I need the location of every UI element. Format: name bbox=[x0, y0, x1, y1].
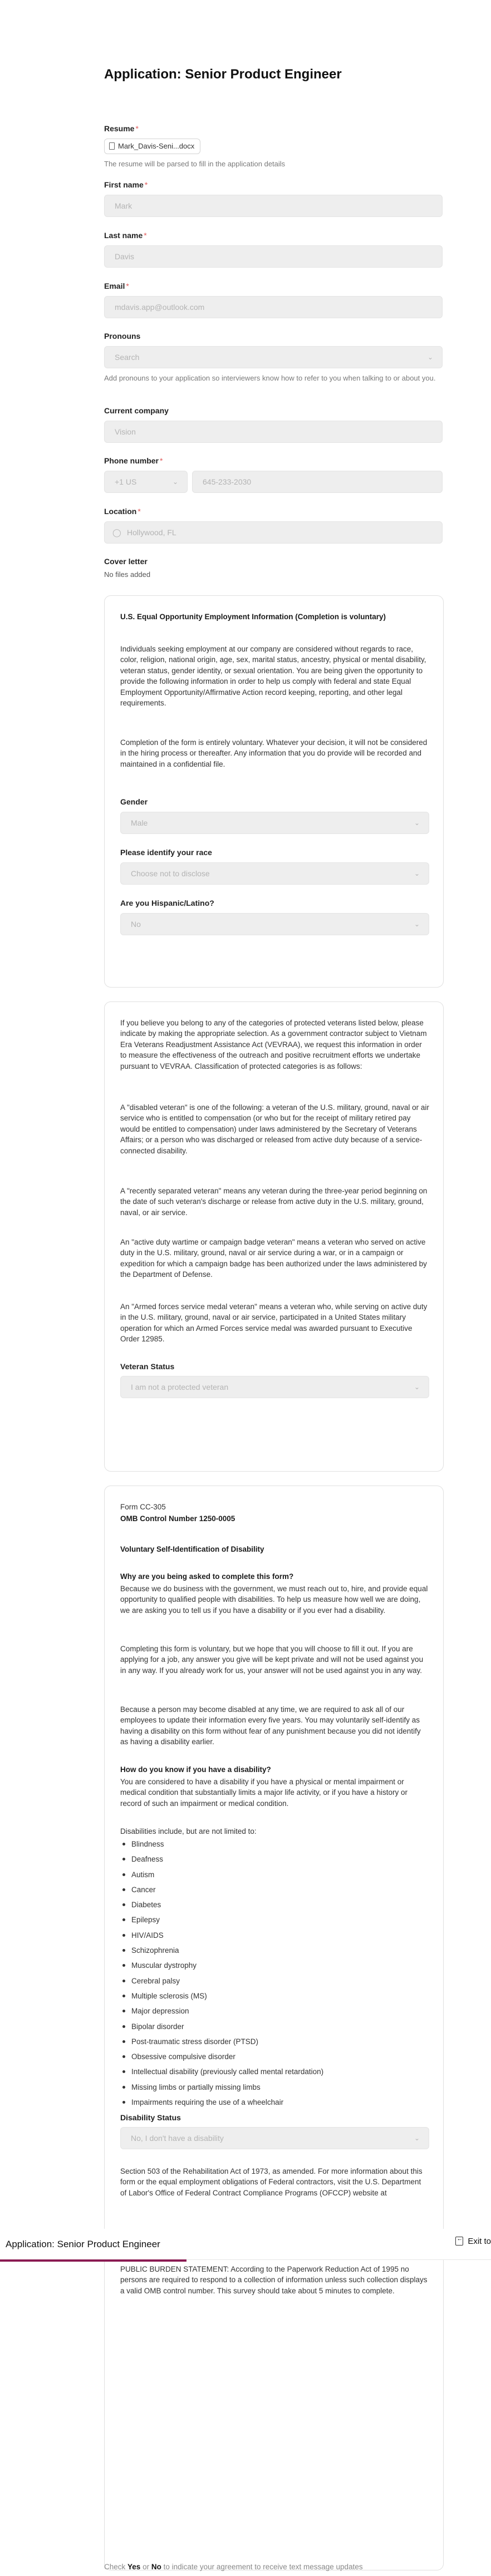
progress-bar bbox=[0, 2259, 186, 2262]
list-item: Blindness bbox=[120, 1837, 429, 1852]
header-title: Application: Senior Product Engineer bbox=[6, 2239, 160, 2249]
pronouns-label: Pronouns bbox=[104, 332, 141, 340]
phone-label: Phone number * bbox=[104, 456, 163, 465]
email-input[interactable]: mdavis.app@outlook.com bbox=[104, 296, 443, 318]
disability-card bbox=[104, 1486, 444, 2570]
race-select[interactable]: Choose not to disclose ⌄ bbox=[120, 862, 429, 885]
list-item: Multiple sclerosis (MS) bbox=[120, 1988, 429, 2003]
list-item: Missing limbs or partially missing limbs bbox=[120, 2080, 429, 2095]
chevron-down-icon: ⌄ bbox=[414, 870, 420, 877]
location-input[interactable]: ◯ Hollywood, FL bbox=[104, 521, 443, 544]
race-label: Please identify your race bbox=[120, 848, 212, 857]
pronouns-select[interactable]: Search ⌄ bbox=[104, 346, 443, 368]
location-label: Location * bbox=[104, 507, 141, 516]
resume-file-chip[interactable] bbox=[104, 139, 200, 154]
veteran-paragraph: An "Armed forces service medal veteran" means a veteran who, while serving on active duty in the U.S. military, ground, naval or air service, participated in a United States military operation for which an Armed Forces service medal was awarded pursuant to Executive Order 12985. bbox=[120, 1302, 428, 1344]
list-item: Schizophrenia bbox=[120, 1943, 429, 1958]
last-name-label: Last name * bbox=[104, 231, 147, 240]
veteran-status-label: Veteran Status bbox=[120, 1362, 175, 1371]
chevron-down-icon: ⌄ bbox=[414, 2134, 420, 2142]
sms-text: or bbox=[143, 2563, 150, 2571]
list-item: Post-traumatic stress disorder (PTSD) bbox=[120, 2034, 429, 2049]
form-number: Form CC-305 bbox=[120, 1503, 166, 1511]
disability-status-select[interactable]: No, I don't have a disability ⌄ bbox=[120, 2127, 429, 2149]
hispanic-select[interactable]: No ⌄ bbox=[120, 913, 429, 935]
cover-letter-status: No files added bbox=[104, 570, 151, 579]
veteran-paragraph: If you believe you belong to any of the categories of protected veterans listed below, please indicate by making the appropriate selection. As a government contractor subject to Vietnam Era Veterans Readjustment Assistance Act (VEVRAA), we request this information in order to measure the effectiveness of the outreach and positive recruitment efforts we undertake pursuant to VEVRAA. Classification of protected categories is as follows: bbox=[120, 1019, 427, 1070]
list-item: Autism bbox=[120, 1867, 429, 1882]
chevron-down-icon: ⌄ bbox=[414, 819, 420, 827]
exit-icon bbox=[455, 2237, 463, 2246]
eeo-paragraph: Individuals seeking employment at our company are considered without regards to race, color, religion, national origin, age, sex, marital status, ancestry, physical or mental disability, veteran status, gender identity, or sexual orientation. You are being given the opportunity to provide the following information in order to help us comply with federal and state Equal Employment Opportunity/Affirmative Action record keeping, reporting, and other legal requirements. bbox=[120, 645, 426, 708]
list-item: Bipolar disorder bbox=[120, 2019, 429, 2034]
veteran-paragraph: An "active duty wartime or campaign badge veteran" means a veteran who served on active duty in the U.S. military, ground, naval or air service during a war, or in a campaign or expedition for which a campaign badge has been authorized under the laws administered by the Department of Defense. bbox=[120, 1238, 427, 1279]
list-item: HIV/AIDS bbox=[120, 1928, 429, 1943]
email-label: Email * bbox=[104, 282, 129, 290]
hispanic-label: Are you Hispanic/Latino? bbox=[120, 899, 214, 907]
disability-paragraph: You are considered to have a disability if you have a physical or mental impairment or medical condition that substantially limits a major life activity, or if you have a history or record of such an impairment or medical condition. bbox=[120, 1778, 407, 1808]
veteran-paragraph: A "disabled veteran" is one of the following: a veteran of the U.S. military, ground, naval or air service who is entitled to compensation (or who but for the receipt of military retired pay would be entitled to compensation) under laws administered by the Secretary of Veterans Affairs; or a person who was discharged or released from active duty because of a service-connected disability. bbox=[120, 1103, 429, 1155]
sms-consent bbox=[104, 2563, 363, 2571]
veteran-status-select[interactable]: I am not a protected veteran ⌄ bbox=[120, 1376, 429, 1398]
sticky-header bbox=[0, 2229, 491, 2260]
sms-text: Check bbox=[104, 2563, 126, 2571]
cover-letter-label: Cover letter bbox=[104, 557, 148, 566]
list-item: Intellectual disability (previously called mental retardation) bbox=[120, 2064, 429, 2079]
public-burden-statement: PUBLIC BURDEN STATEMENT: According to the Paperwork Reduction Act of 1995 no persons are required to respond to a collection of information unless such collection displays a valid OMB control number. This survey should take about 5 minutes to complete. bbox=[120, 2265, 428, 2295]
disability-paragraph: Because we do business with the government, we must reach out to, hire, and provide equal opportunity to qualified people with disabilities. To help us measure how well we are doing, we are asking you to tell us if you have a disability or if you ever had a disability. bbox=[120, 1585, 428, 1615]
list-item: Impairments requiring the use of a wheelchair bbox=[120, 2095, 429, 2110]
chevron-down-icon: ⌄ bbox=[414, 920, 420, 928]
disability-title: Voluntary Self-Identification of Disability bbox=[120, 1545, 264, 1553]
disability-status-label: Disability Status bbox=[120, 2113, 181, 2122]
list-item: Epilepsy bbox=[120, 1912, 429, 1927]
current-company-label: Current company bbox=[104, 406, 169, 415]
list-item: Obsessive compulsive disorder bbox=[120, 2049, 429, 2064]
first-name-input[interactable]: Mark bbox=[104, 195, 443, 217]
how-heading: How do you know if you have a disability? bbox=[120, 1765, 271, 1774]
chevron-down-icon: ⌄ bbox=[414, 1383, 420, 1391]
search-icon: ◯ bbox=[112, 528, 121, 537]
disability-list bbox=[120, 1837, 429, 2110]
sms-text: to indicate your agreement to receive text message updates bbox=[163, 2563, 363, 2571]
chevron-down-icon: ⌄ bbox=[172, 478, 178, 486]
list-item: Major depression bbox=[120, 2003, 429, 2019]
disability-paragraph: Because a person may become disabled at any time, we are required to ask all of our employees to update their information every five years. You may voluntarily self-identify as having a disability on this form without fear of any punishment because you did not identify as having a disability earlier. bbox=[120, 1705, 421, 1746]
section-503-text: Section 503 of the Rehabilitation Act of 1973, as amended. For more information about this form or the equal employment obligations of Federal contractors, visit the U.S. Department of Labor's Office of Federal Contract Compliance Programs (OFCCP) website at bbox=[120, 2167, 423, 2197]
list-item: Deafness bbox=[120, 1852, 429, 1867]
eeo-title: U.S. Equal Opportunity Employment Information (Completion is voluntary) bbox=[120, 613, 386, 621]
disability-paragraph: Completing this form is voluntary, but we hope that you will choose to fill it out. If you are applying for a job, any answer you give will be kept private and will not be used against you in any way. If you already work for us, your answer will not be used against you in any way. bbox=[120, 1645, 424, 1675]
resume-file-name: Mark_Davis-Seni...docx bbox=[118, 142, 195, 150]
last-name-input[interactable]: Davis bbox=[104, 245, 443, 268]
exit-label: Exit to bbox=[468, 2237, 491, 2246]
eeo-card bbox=[104, 595, 444, 988]
omb-control-number: OMB Control Number 1250-0005 bbox=[120, 1514, 235, 1523]
list-item: Cerebral palsy bbox=[120, 1973, 429, 1988]
page-title: Application: Senior Product Engineer bbox=[104, 67, 342, 82]
resume-hint: The resume will be parsed to fill in the application details bbox=[104, 160, 286, 168]
phone-input[interactable]: 645-233-2030 bbox=[192, 471, 443, 493]
veteran-paragraph: A "recently separated veteran" means any veteran during the three-year period beginning on the date of such veteran's discharge or release from active duty in the U.S. military, ground, naval, or air service. bbox=[120, 1187, 428, 1217]
sms-yes-option[interactable]: Yes bbox=[127, 2563, 141, 2571]
gender-select[interactable]: Male ⌄ bbox=[120, 812, 429, 834]
exit-button[interactable] bbox=[455, 2237, 491, 2246]
gender-label: Gender bbox=[120, 797, 148, 806]
resume-label: Resume * bbox=[104, 124, 139, 133]
sms-no-option[interactable]: No bbox=[151, 2563, 161, 2571]
first-name-label: First name * bbox=[104, 180, 148, 189]
chevron-down-icon: ⌄ bbox=[427, 353, 433, 361]
document-icon bbox=[109, 142, 115, 150]
list-item: Cancer bbox=[120, 1882, 429, 1897]
veteran-card bbox=[104, 1001, 444, 1472]
list-item: Muscular dystrophy bbox=[120, 1958, 429, 1973]
list-item: Diabetes bbox=[120, 1897, 429, 1912]
phone-country-select[interactable]: +1 US ⌄ bbox=[104, 471, 188, 493]
why-heading: Why are you being asked to complete this form? bbox=[120, 1572, 294, 1581]
list-intro: Disabilities include, but are not limited to: bbox=[120, 1827, 257, 1835]
pronouns-hint: Add pronouns to your application so interviewers know how to refer to you when talking to or about you. bbox=[104, 374, 436, 382]
current-company-input[interactable]: Vision bbox=[104, 421, 443, 443]
eeo-paragraph: Completion of the form is entirely voluntary. Whatever your decision, it will not be considered in the hiring process or thereafter. Any information that you do provide will be recorded and maintained in a confidential file. bbox=[120, 738, 428, 768]
